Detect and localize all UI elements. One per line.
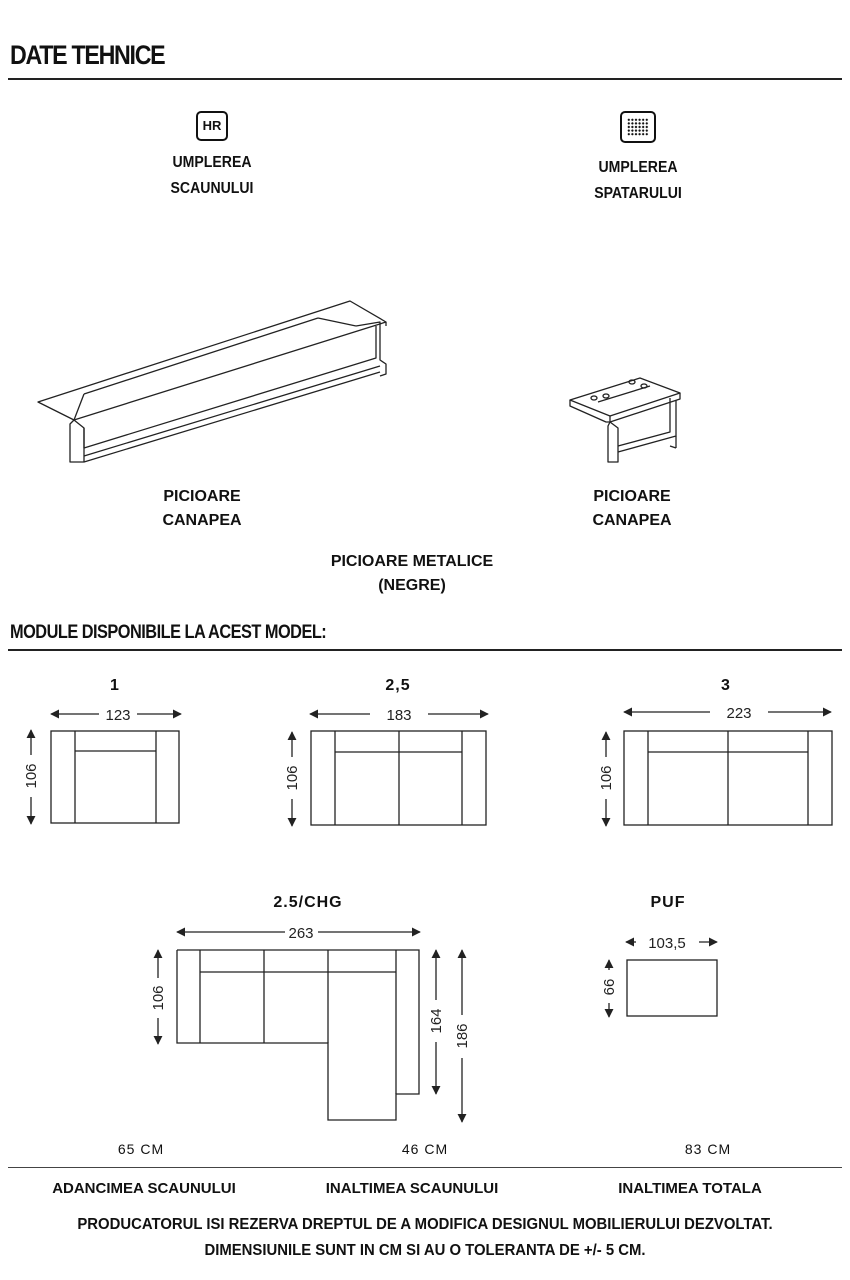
modules-title: MODULE DISPONIBILE LA ACEST MODEL:	[10, 622, 327, 643]
seat-filling-label: UMPLEREA SCAUNULUI	[170, 154, 254, 197]
module-chg-depth2: 164	[428, 1008, 445, 1034]
module-25-label: 2,5	[385, 677, 411, 694]
module-puf-plan	[609, 942, 717, 1017]
module-1-depth: 106	[23, 763, 40, 789]
module-1-label: 1	[110, 677, 120, 694]
module-puf-label: PUF	[650, 894, 686, 911]
module-3-plan	[606, 712, 832, 826]
module-puf-depth: 66	[601, 978, 618, 996]
module-1-plan	[31, 714, 181, 824]
module-puf-width: 103,5	[648, 935, 686, 952]
module-3-depth: 106	[598, 765, 615, 791]
module-25-width: 183	[386, 707, 412, 724]
page-title: DATE TEHNICE	[10, 40, 165, 70]
module-1-width: 123	[105, 707, 131, 724]
spec-seat-height-label: INALTIMEA SCAUNULUI	[325, 1180, 499, 1197]
spec-seat-height-value: 46 CM	[401, 1141, 449, 1157]
legs-left-caption: PICIOARE CANAPEA	[162, 488, 242, 529]
module-chg-depth3: 186	[454, 1023, 471, 1049]
spec-seat-depth-value: 65 CM	[117, 1141, 165, 1157]
footer-line-2: DIMENSIUNILE SUNT IN CM SI AU O TOLERANTA DE +/- 5 CM.	[204, 1242, 646, 1259]
back-filling-label: UMPLEREA SPATARULUI	[594, 159, 682, 202]
footer-line-1: PRODUCATORUL ISI REZERVA DREPTUL DE A MODIFICA DESIGNUL MOBILIERULUI DEZVOLTAT.	[77, 1216, 773, 1233]
module-3-width: 223	[726, 705, 752, 722]
spec-total-height-value: 83 CM	[684, 1141, 732, 1157]
spec-total-height-label: INALTIMEA TOTALA	[618, 1180, 762, 1197]
specs-divider	[8, 1167, 842, 1168]
module-25-plan	[292, 714, 488, 826]
module-chg-width: 263	[288, 925, 314, 942]
module-3-label: 3	[721, 677, 731, 694]
spec-seat-depth-label: ADANCIMEA SCAUNULUI	[52, 1180, 236, 1197]
legs-right-caption: PICIOARE CANAPEA	[592, 488, 672, 529]
module-chg-label: 2.5/CHG	[273, 894, 343, 911]
module-chg-depth: 106	[150, 985, 167, 1011]
footer-disclaimer	[0, 1212, 850, 1264]
legs-material-caption: PICIOARE METALICE (NEGRE)	[330, 553, 494, 594]
module-chg-plan	[158, 932, 462, 1122]
module-25-depth: 106	[284, 765, 301, 791]
hr-foam-icon: HR	[196, 111, 228, 141]
